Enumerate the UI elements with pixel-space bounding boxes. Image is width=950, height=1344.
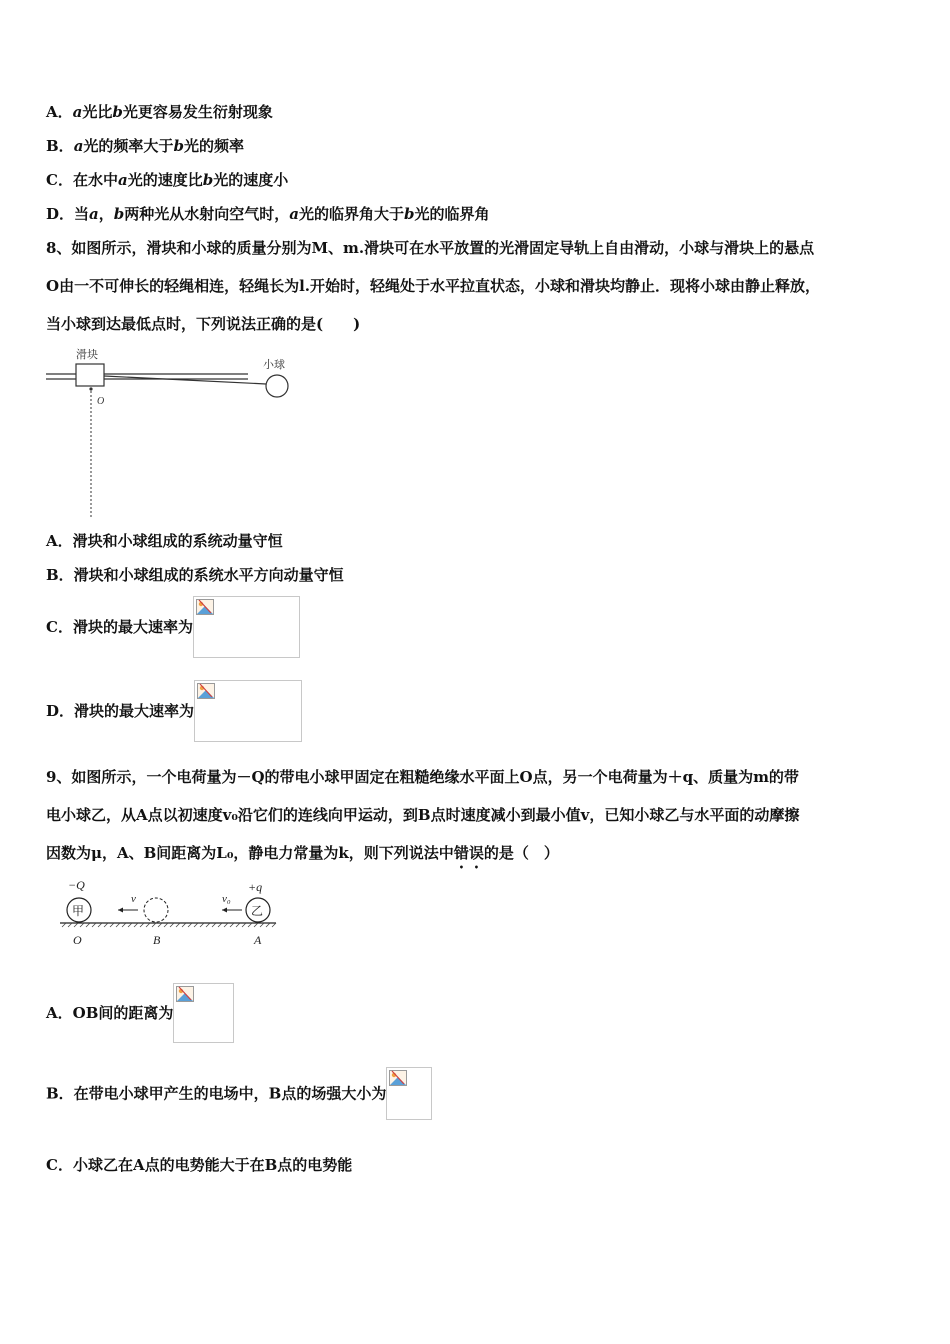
ball-label: 小球 [263, 359, 285, 371]
emphasized-word: 错误 [453, 844, 484, 862]
v-label: v [131, 893, 136, 905]
option-label: B． [46, 137, 74, 155]
var: b [173, 137, 184, 155]
var: a [73, 137, 84, 155]
q8-stem-line2: O由一不可伸长的轻绳相连，轻绳长为l.开始时，轻绳处于水平拉直状态，小球和滑块均静止．现将小球由静止释放， [46, 277, 820, 295]
text: 光的速度小 [213, 171, 289, 189]
broken-image-icon [176, 986, 194, 1002]
formula-image [194, 680, 302, 742]
option-text: B．在带电小球甲产生的电场中，B点的场强大小为 [46, 1084, 387, 1103]
rope [104, 376, 266, 384]
q7-option-b [46, 136, 244, 156]
point-a: A [254, 933, 262, 947]
stem-text: 因数为μ，A、B间距离为L₀，静电力常量为k，则下列说法中 [46, 844, 454, 862]
point-b: B [153, 933, 161, 947]
q9-figure [58, 874, 282, 950]
stem-text: 的是（ ） [483, 844, 559, 862]
formula-image [193, 596, 300, 658]
option-label: D． [46, 205, 75, 223]
charge-minus-q: −Q [68, 878, 85, 892]
text: 光更容易发生衍射现象 [122, 103, 273, 121]
option-label: C． [46, 171, 73, 189]
q8-figure [44, 344, 304, 520]
q9-stem-line3 [46, 843, 559, 872]
var: b [113, 205, 125, 223]
text: ， [98, 205, 114, 223]
q7-option-a [46, 102, 273, 122]
pivot-point [89, 387, 92, 390]
q7-option-c [46, 170, 288, 190]
q8-option-c [46, 596, 300, 658]
q8-stem-line3: 当小球到达最低点时，下列说法正确的是( ) [46, 315, 361, 333]
q9-stem-line2: 电小球乙，从A点以初速度v₀沿它们的连线向甲运动，到B点时速度减小到最小值v，已知小球乙与水平面的动摩擦 [46, 806, 800, 824]
ball-b-position [144, 898, 168, 922]
point-o: O [73, 933, 82, 947]
ball [266, 375, 288, 397]
slider-block [76, 364, 104, 386]
q9-option-b [46, 1067, 432, 1120]
var: a [72, 103, 83, 121]
q7-option-d [46, 204, 490, 224]
option-text: C．滑块的最大速率为 [46, 618, 193, 636]
broken-image-icon [196, 599, 214, 615]
text: 光的速度比 [127, 171, 203, 189]
var: b [112, 103, 123, 121]
q9-option-a [46, 983, 234, 1043]
text: 光的临界角 [414, 205, 490, 223]
text: 当 [74, 205, 90, 223]
text: 光的临界角大于 [299, 205, 405, 223]
text: 光的频率 [183, 137, 244, 155]
q8-option-b: B．滑块和小球组成的系统水平方向动量守恒 [46, 566, 344, 584]
text: 两种光从水射向空气时， [124, 205, 290, 223]
slider-label: 滑块 [76, 349, 98, 361]
option-label: A． [46, 103, 73, 121]
option-text: D．滑块的最大速率为 [46, 702, 195, 720]
var: b [202, 171, 214, 189]
formula-image [173, 983, 234, 1043]
broken-image-icon [389, 1070, 407, 1086]
point-o-label: O [97, 396, 105, 407]
text: 在水中 [72, 171, 118, 189]
var: a [289, 205, 300, 223]
ball-yi-label: 乙 [251, 904, 264, 918]
text: 光的频率大于 [83, 137, 174, 155]
q9-stem-line1: 9、如图所示，一个电荷量为－Q的带电小球甲固定在粗糙绝缘水平面上O点，另一个电荷量为＋q、质量为m的带 [46, 768, 799, 786]
option-text: A．OB间的距离为 [46, 1004, 174, 1022]
v0-arrowhead [222, 908, 227, 913]
var: b [404, 205, 415, 223]
v-arrowhead [118, 908, 123, 913]
v0-label: v₀ [222, 893, 231, 905]
var: a [117, 171, 128, 189]
formula-image [386, 1067, 432, 1120]
var: a [89, 205, 99, 223]
broken-image-icon [197, 683, 215, 699]
charge-plus-q: +q [248, 880, 263, 894]
q8-stem-line1: 8、如图所示，滑块和小球的质量分别为M、m.滑块可在水平放置的光滑固定导轨上自由滑动，小球与滑块上的悬点 [46, 239, 815, 257]
text: 光比 [82, 103, 113, 121]
ball-jia-label: 甲 [72, 904, 85, 918]
q8-option-d [46, 680, 302, 742]
q8-option-a: A．滑块和小球组成的系统动量守恒 [46, 532, 283, 550]
q9-option-c: C．小球乙在A点的电势能大于在B点的电势能 [46, 1156, 353, 1174]
